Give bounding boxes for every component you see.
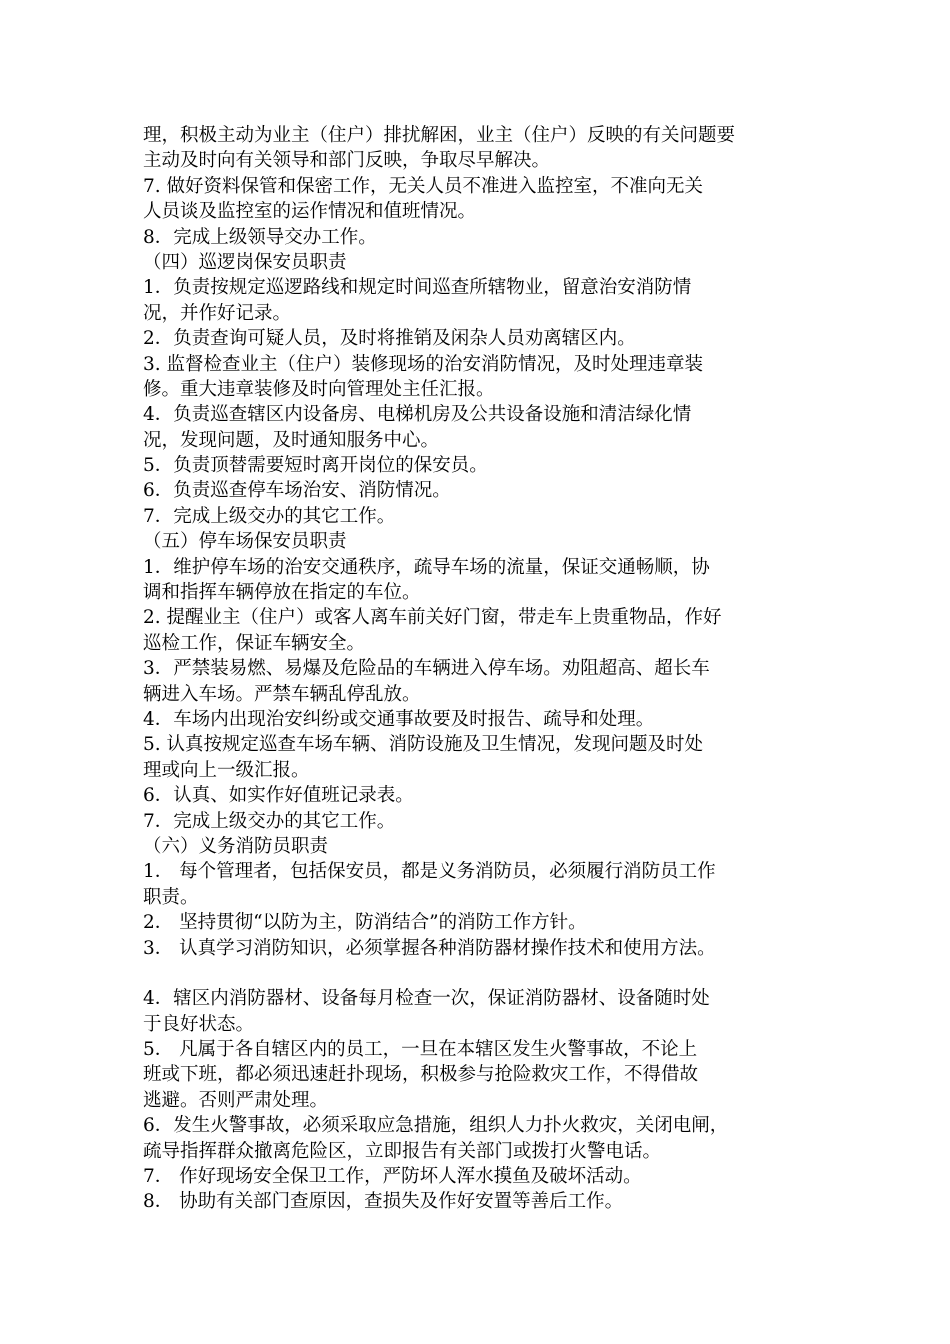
text-line: 7． 作好现场安全保卫工作，严防坏人浑水摸鱼及破坏活动。 xyxy=(143,1166,642,1188)
text-line: 7. 做好资料保管和保密工作，无关人员不准进入监控室，不准向无关 xyxy=(143,175,704,197)
text-line: 8． 协助有关部门查原因，查损失及作好安置等善后工作。 xyxy=(143,1191,624,1213)
text-line: 理或向上一级汇报。 xyxy=(143,759,310,781)
document-page xyxy=(143,123,819,1215)
text-line: 5． 凡属于各自辖区内的员工，一旦在本辖区发生火警事故，不论上 xyxy=(143,1039,698,1061)
text-line: 况，并作好记录。 xyxy=(143,302,292,324)
text-line: 2．负责查询可疑人员，及时将推销及闲杂人员劝离辖区内。 xyxy=(143,328,636,350)
text-line: 6．发生火警事故，必须采取应急措施，组织人力扑火救灾，关闭电闸， xyxy=(143,1115,729,1137)
text-line: 疏导指挥群众撤离危险区，立即报告有关部门或拨打火警电话。 xyxy=(143,1140,662,1162)
text-line: 调和指挥车辆停放在指定的车位。 xyxy=(143,582,421,604)
text-line: 2. 提醒业主（住户）或客人离车前关好门窗，带走车上贵重物品，作好 xyxy=(143,607,722,629)
text-line: 4．负责巡查辖区内设备房、电梯机房及公共设备设施和清洁绿化情 xyxy=(143,404,692,426)
text-line: 逃避。否则严肃处理。 xyxy=(143,1089,329,1111)
text-line: 2． 坚持贯彻“以防为主，防消结合”的消防工作方针。 xyxy=(143,912,587,934)
text-line: （六）义务消防员职责 xyxy=(143,835,329,857)
text-line: 7．完成上级交办的其它工作。 xyxy=(143,505,396,527)
text-line: 5．负责顶替需要短时离开岗位的保安员。 xyxy=(143,455,488,477)
text-line: 3． 认真学习消防知识，必须掌握各种消防器材操作技术和使用方法。 xyxy=(143,937,716,959)
text-line: 3．严禁装易燃、易爆及危险品的车辆进入停车场。劝阻超高、超长车 xyxy=(143,658,710,680)
text-line: 巡检工作，保证车辆安全。 xyxy=(143,632,366,654)
text-line: 8．完成上级领导交办工作。 xyxy=(143,226,377,248)
text-line xyxy=(143,961,819,986)
text-line: 人员谈及监控室的运作情况和值班情况。 xyxy=(143,201,477,223)
text-line: 修。重大违章装修及时向管理处主任汇报。 xyxy=(143,378,495,400)
text-line: （五）停车场保安员职责 xyxy=(143,531,347,553)
text-line: 5. 认真按规定巡查车场车辆、消防设施及卫生情况，发现问题及时处 xyxy=(143,734,704,756)
text-line: （四）巡逻岗保安员职责 xyxy=(143,251,347,273)
text-line: 理，积极主动为业主（住户）排扰解困，业主（住户）反映的有关问题要 xyxy=(143,125,736,146)
text-line: 7．完成上级交办的其它工作。 xyxy=(143,810,396,832)
text-line: 3. 监督检查业主（住户）装修现场的治安消防情况，及时处理违章装 xyxy=(143,353,704,375)
text-line: 况，发现问题，及时通知服务中心。 xyxy=(143,429,440,451)
text-line: 1． 每个管理者，包括保安员，都是义务消防员，必须履行消防员工作 xyxy=(143,861,716,883)
text-line: 辆进入车场。严禁车辆乱停乱放。 xyxy=(143,683,421,705)
text-line: 6．认真、如实作好值班记录表。 xyxy=(143,785,414,807)
text-line: 班或下班，都必须迅速赶扑现场，积极参与抢险救灾工作，不得借故 xyxy=(143,1064,699,1086)
text-line: 1．维护停车场的治安交通秩序，疏导车场的流量，保证交通畅顺，协 xyxy=(143,556,710,578)
text-line: 职责。 xyxy=(143,886,199,908)
text-line: 6．负责巡查停车场治安、消防情况。 xyxy=(143,480,451,502)
text-line: 1．负责按规定巡逻路线和规定时间巡查所辖物业，留意治安消防情 xyxy=(143,277,692,299)
text-line: 4．车场内出现治安纠纷或交通事故要及时报告、疏导和处理。 xyxy=(143,708,655,730)
text-line: 4．辖区内消防器材、设备每月检查一次，保证消防器材、设备随时处 xyxy=(143,988,710,1010)
text-line: 于良好状态。 xyxy=(143,1013,255,1035)
text-line: 主动及时向有关领导和部门反映，争取尽早解决。 xyxy=(143,150,551,172)
